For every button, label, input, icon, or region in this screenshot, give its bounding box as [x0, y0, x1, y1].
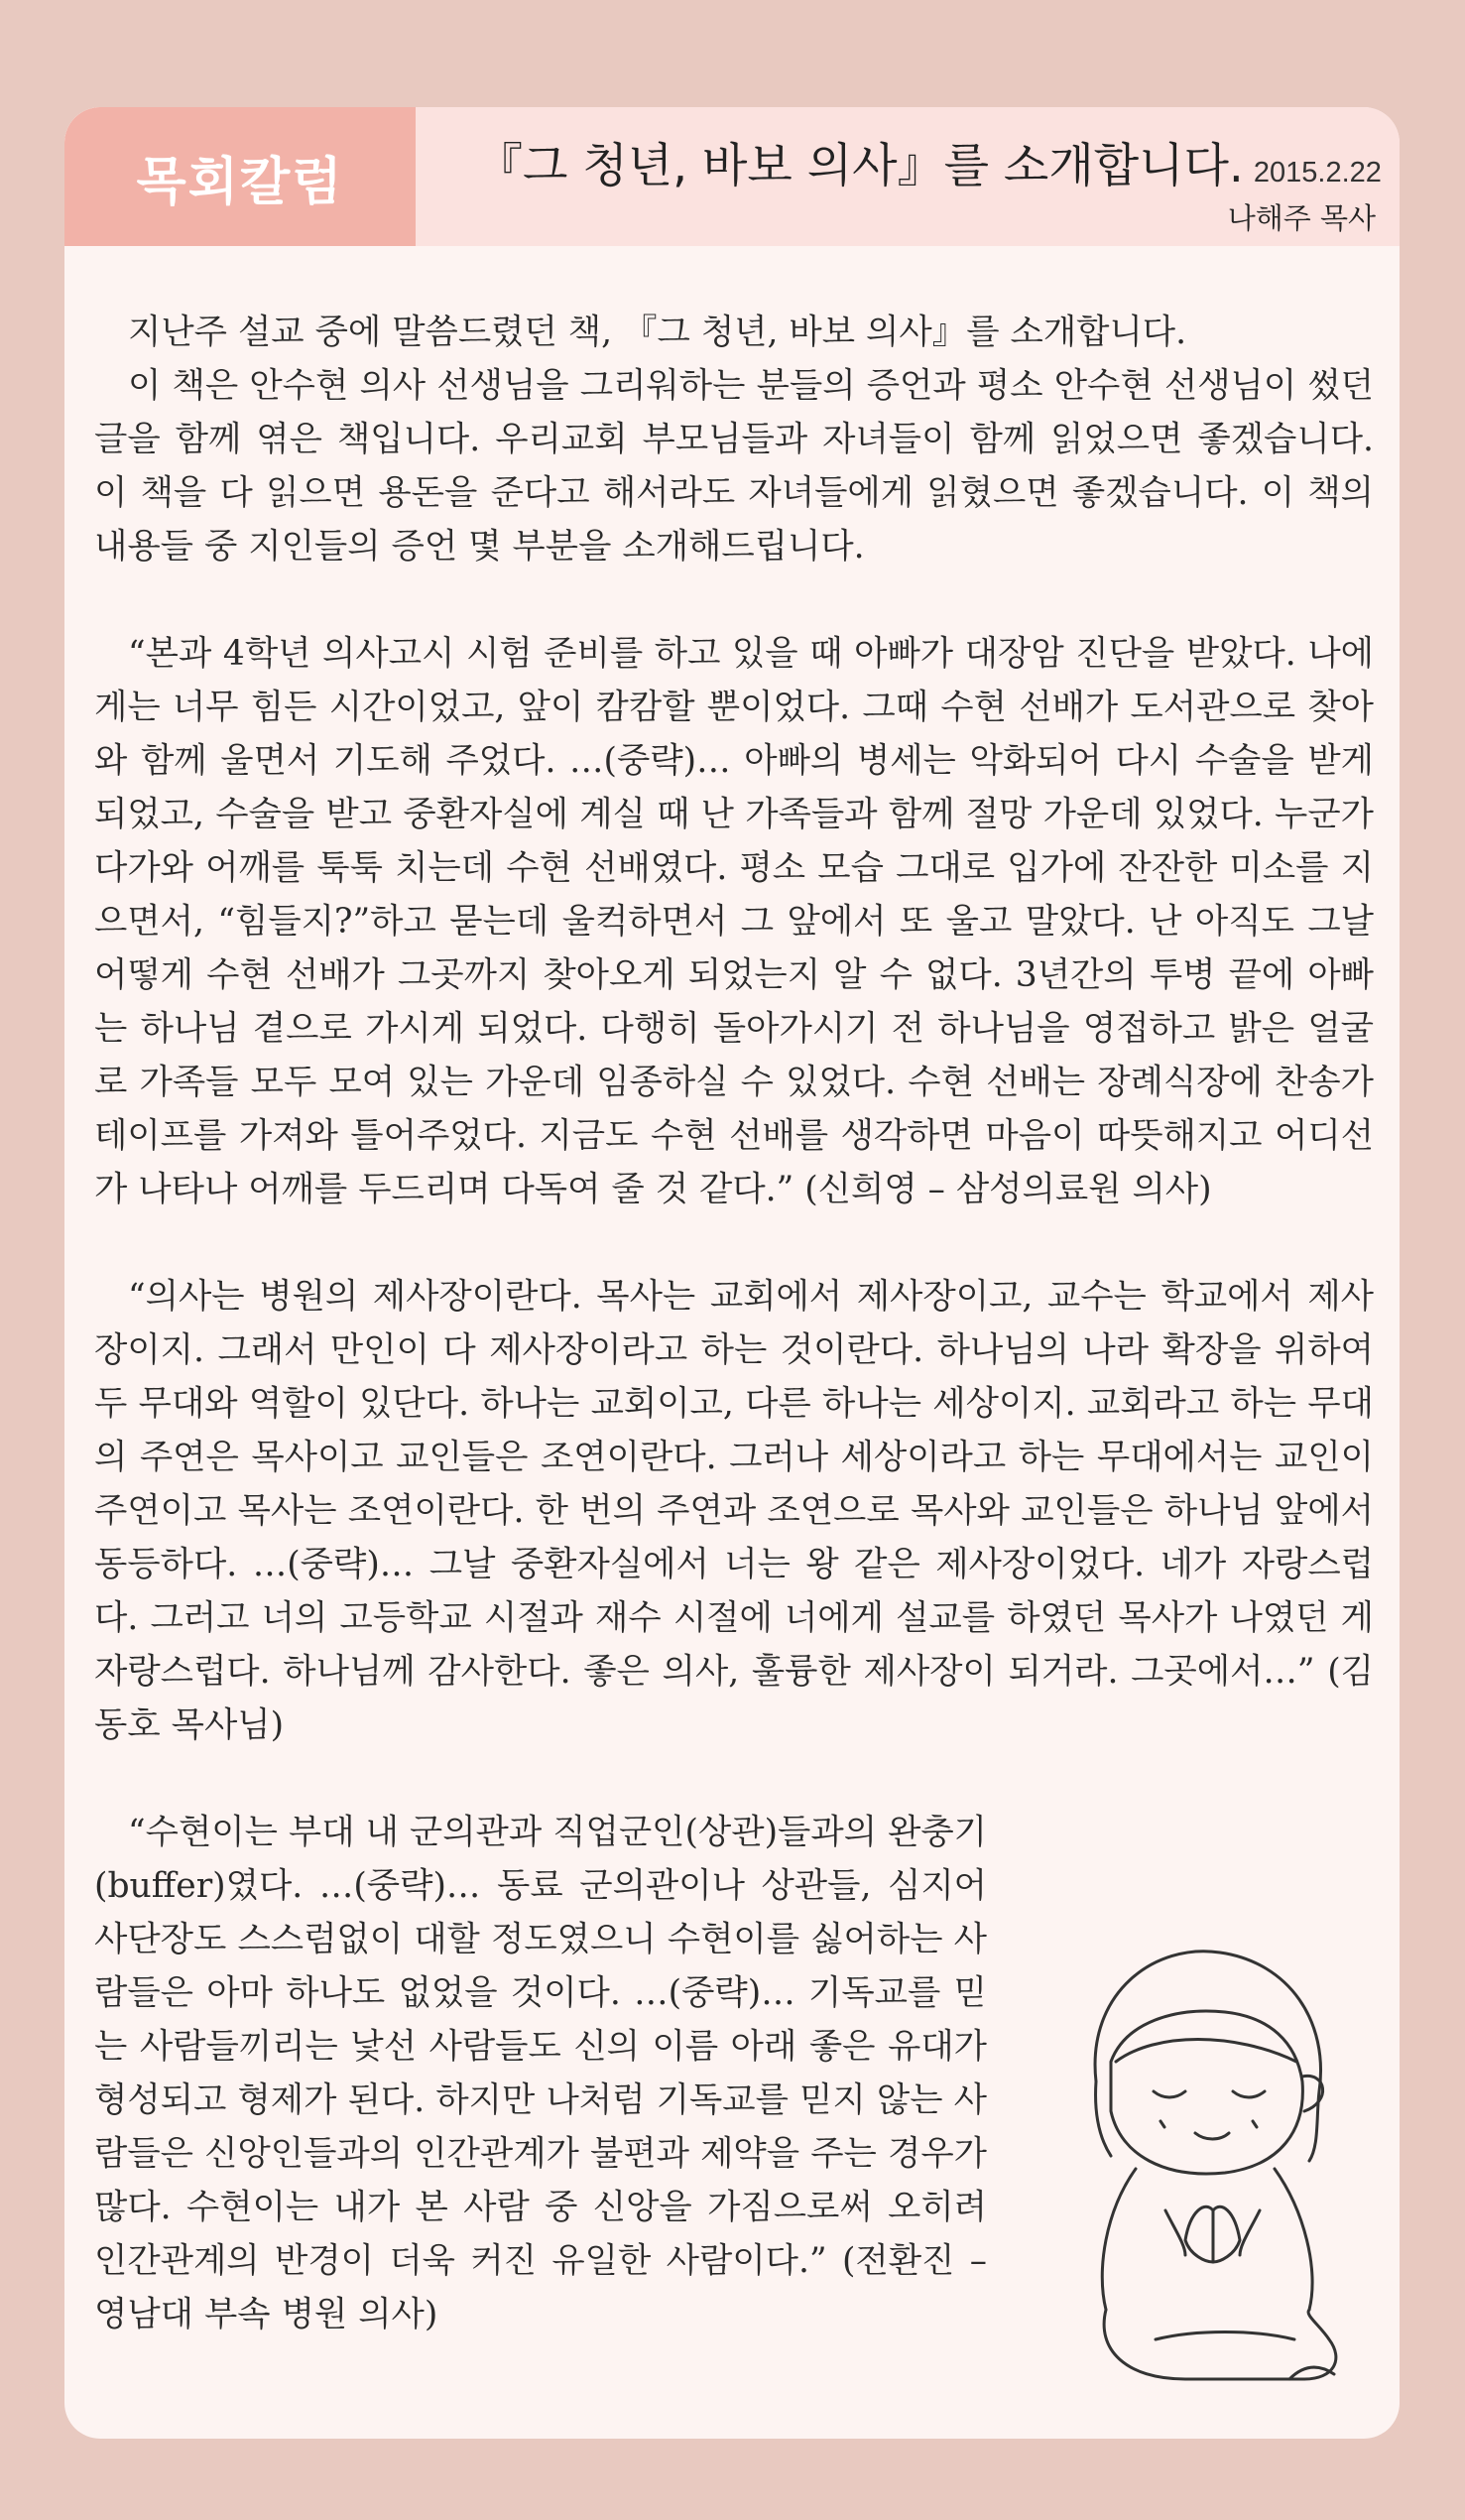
column-category-tab: [64, 107, 416, 246]
testimony-paragraph-2: “의사는 병원의 제사장이란다. 목사는 교회에서 제사장이고, 교수는 학교에서 제사장이지. 그래서 만인이 다 제사장이라고 하는 것이란다. 하나님의 나라 확장을 위하여 두 무대와 역할이 있단다. 하나는 교회이고, 다른 하나는 세상이지. 교회라고 하는 무대의 주연은 목사이고 교인들은 조연이란다. 그러나 세상이라고 하는 무대에서는 교인이 주연이고 목사는 조연이란다. 한 번의 주연과 조연으로 목사와 교인들은 하나님 앞에서 동등하다. …(중략)… 그날 중환자실에서 너는 왕 같은 제사장이었다. 네가 자랑스럽다. 그러고 너의 고등학교 시절과 재수 시절에 너에게 설교를 하였던 목사가 나였던 게 자랑스럽다. 하나님께 감사한다. 좋은 의사, 훌륭한 제사장이 되거라. 그곳에서…” (김동호 목사님): [94, 1277, 1374, 1745]
column-title-line: [476, 129, 1382, 195]
book-description-paragraph: 이 책은 안수현 의사 선생님을 그리워하는 분들의 증언과 평소 안수현 선생님이 썼던 글을 함께 엮은 책입니다. 우리교회 부모님들과 자녀들이 함께 읽었으면 좋겠습니다. 이 책을 다 읽으면 용돈을 준다고 해서라도 자녀들에게 읽혔으면 좋겠습니다. 이 책의 내용들 중 지인들의 증언 몇 부분을 소개해드립니다.: [94, 366, 1374, 567]
column-date: 2015.2.22: [1253, 157, 1382, 189]
testimony-paragraph-3: “수현이는 부대 내 군의관과 직업군인(상관)들과의 완충기(buffer)였다. …(중략)… 동료 군의관이나 상관들, 심지어 사단장도 스스럼없이 대할 정도였으니 수현이를 싫어하는 사람들은 아마 하나도 없었을 것이다. …(중략)… 기독교를 믿는 사람들끼리는 낯선 사람들도 신의 이름 아래 좋은 유대가 형성되고 형제가 된다. 하지만 나처럼 기독교를 믿지 않는 사람들은 신앙인들과의 인간관계가 불편과 제약을 주는 경우가 많다. 수현이는 내가 본 사람 중 신앙을 가짐으로써 오히려 인간관계의 반경이 더욱 커진 유일한 사람이다.” (전환진 – 영남대 부속 병원 의사): [94, 1813, 987, 2334]
column-header: [64, 107, 1400, 246]
column-author: 나해주 목사: [1227, 201, 1376, 235]
column-title: 『그 청년, 바보 의사』를 소개합니다.: [476, 139, 1244, 193]
testimony-paragraph-1: “본과 4학년 의사고시 시험 준비를 하고 있을 때 아빠가 대장암 진단을 받았다. 나에게는 너무 힘든 시간이었고, 앞이 캄캄할 뿐이었다. 그때 수현 선배가 도서관으로 찾아와 함께 울면서 기도해 주었다. …(중략)… 아빠의 병세는 악화되어 다시 수술을 받게 되었고, 수술을 받고 중환자실에 계실 때 난 가족들과 함께 절망 가운데 있었다. 누군가 다가와 어깨를 툭툭 치는데 수현 선배였다. 평소 모습 그대로 입가에 잔잔한 미소를 지으면서, “힘들지?”하고 묻는데 울컥하면서 그 앞에서 또 울고 말았다. 난 아직도 그날 어떻게 수현 선배가 그곳까지 찾아오게 되었는지 알 수 없다. 3년간의 투병 끝에 아빠는 하나님 곁으로 가시게 되었다. 다행히 돌아가시기 전 하나님을 영접하고 밝은 얼굴로 가족들 모두 모여 있는 가운데 임종하실 수 있었다. 수현 선배는 장례식장에 찬송가 테이프를 가져와 틀어주었다. 지금도 수현 선배를 생각하면 마음이 따뜻해지고 어디선가 나타나 어깨를 두드리며 다독여 줄 것 같다.” (신희영 – 삼성의료원 의사): [94, 634, 1374, 1209]
column-card: [64, 107, 1400, 2439]
praying-child-illustration: [1037, 1913, 1364, 2399]
column-body: [94, 306, 1374, 2399]
intro-paragraph: 지난주 설교 중에 말씀드렸던 책, 『그 청년, 바보 의사』를 소개합니다.: [128, 313, 1187, 352]
column-category-label: 목회칼럼: [136, 152, 344, 212]
